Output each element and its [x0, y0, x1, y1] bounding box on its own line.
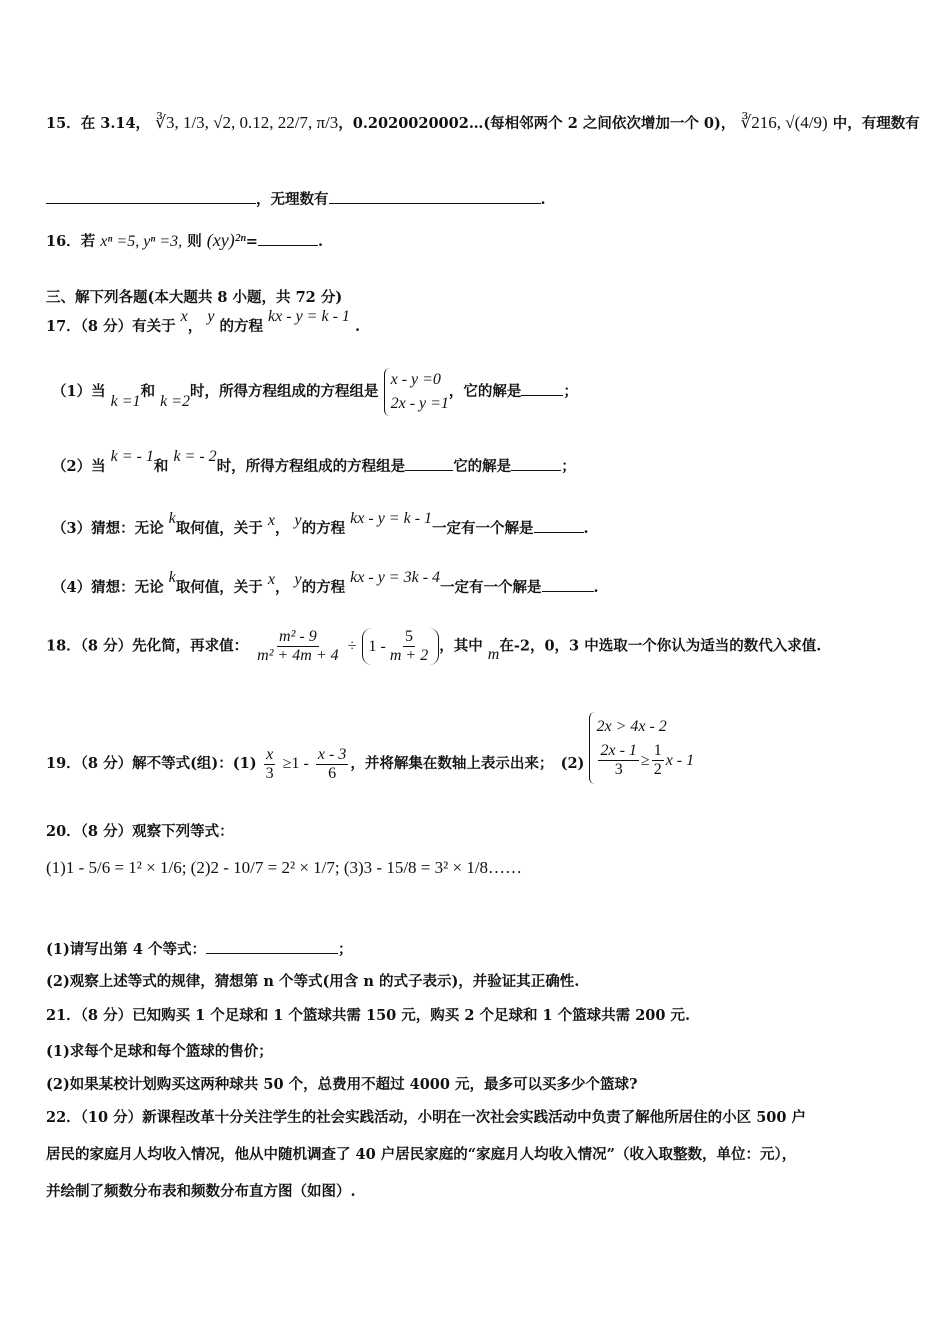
question-18: 18．（8 分）先化简，再求值： $\frac{\text{m² - 9}}{\text{m² + 4m + 4}}$ ÷ 1 - $\frac{5}{m + 2}$ ，其中 m在-2，0，3 中选取一个你认为适当的数代入求值. — [46, 628, 822, 664]
section-heading: 三、解下列各题(本大题共 8 小题，共 72 分) — [46, 289, 343, 306]
answer-blank-q16[interactable] — [258, 245, 318, 246]
inequality-system: 2x > 4x - 2 $\frac{2x - 1}{3}$ ≥ $\frac{1}{2}$ x - 1 — [589, 712, 694, 784]
answer-blank-17-4[interactable] — [542, 591, 594, 592]
question-20-part-2: (2)观察上述等式的规律，猜想第 n 个等式(用含 n 的式子表示)，并验证其正确性. — [46, 973, 580, 990]
answer-blank-20-1[interactable] — [206, 953, 338, 954]
q15-math-roots: ∛216, √(4/9) — [740, 113, 828, 132]
parenthesis-group: 1 - $\frac{5}{m + 2}$ — [362, 628, 440, 665]
question-21-part-1: (1)求每个足球和每个篮球的售价； — [46, 1043, 273, 1060]
fraction: $\frac{x}{3}$ — [265, 745, 274, 782]
question-20-equations: (1)1 - 5/6 = 1² × 1/6; (2)2 - 10/7 = 2² × 1/7; (3)3 - 15/8 = 3² × 1/8…… — [46, 858, 523, 877]
fraction: $\frac{x - 3}{6}$ — [317, 745, 347, 782]
question-17: 17．（8 分）有关于 x， y 的方程 kx - y = k - 1 . — [46, 308, 361, 335]
question-15-blanks: ，无理数有 . — [46, 188, 546, 209]
answer-blank-rational[interactable] — [46, 203, 256, 204]
q15-math-list: ∛3, 1/3, √2, 0.12, 22/7, π/3 — [155, 113, 339, 132]
question-17-part-4: （4）猜想：无论 k取何值，关于 x， y的方程 kx - y = 3k - 4一定有一个解是 . — [52, 569, 599, 596]
answer-blank-17-1[interactable] — [521, 395, 563, 396]
question-17-part-1: （1）当 k =1和 k =2时，所得方程组成的方程组是 x - y =0 2x - y =1 ，它的解是 ； — [52, 368, 578, 416]
answer-blank-17-3[interactable] — [534, 532, 584, 533]
question-22-line-1: 22．（10 分）新课程改革十分关注学生的社会实践活动，小明在一次社会实践活动中负责了解他所居住的小区 500 户 — [46, 1109, 807, 1126]
answer-blank-17-2b[interactable] — [511, 470, 561, 471]
fraction: $\frac{\text{m² - 9}}{\text{m² + 4m + 4}}$ — [257, 628, 339, 664]
question-20-part-1: (1)请写出第 4 个等式： ； — [46, 941, 353, 958]
fraction: $\frac{2x - 1}{3}$ — [600, 742, 637, 778]
question-17-part-2: （2）当 k = - 1和 k = - 2时，所得方程组成的方程组是 它的解是 ； — [52, 448, 576, 475]
question-20: 20．（8 分）观察下列等式： — [46, 823, 234, 840]
question-17-part-3: （3）猜想：无论 k取何值，关于 x， y的方程 kx - y = k - 1一定有一个解是 . — [52, 510, 589, 537]
question-22-line-2: 居民的家庭月人均收入情况，他从中随机调查了 40 户居民家庭的“家庭月人均收入情况”（收入取整数，单位：元）， — [46, 1146, 797, 1163]
question-21-part-2: (2)如果某校计划购买这两种球共 50 个，总费用不超过 4000 元，最多可以买多少个篮球? — [46, 1076, 638, 1093]
question-21: 21．（8 分）已知购买 1 个足球和 1 个篮球共需 150 元，购买 2 个足球和 1 个篮球共需 200 元. — [46, 1007, 691, 1024]
fraction: $\frac{1}{2}$ — [653, 742, 662, 778]
equation-system: x - y =0 2x - y =1 — [384, 368, 449, 416]
answer-blank-17-2a[interactable] — [405, 470, 453, 471]
question-15: 15．在 3.14， ∛3, 1/3, √2, 0.12, 22/7, π/3，0.2020020002…(每相邻两个 2 之间依次增加一个 0)， ∛216, √(4/9) 中，有理数有 — [46, 113, 920, 132]
fraction: $\frac{5}{m + 2}$ — [389, 628, 429, 664]
question-19: 19．（8 分）解不等式(组)：(1) $\frac{x}{3}$ ≥1 - $\frac{x - 3}{6}$ ，并将解集在数轴上表示出来； (2) 2x > 4x - 2 $\frac{2x - 1}{3}$ ≥ $\frac{1}{2}$ x - 1 — [46, 712, 694, 784]
answer-blank-irrational[interactable] — [329, 203, 541, 204]
question-22-line-3: 并绘制了频数分布表和频数分布直方图（如图）. — [46, 1183, 356, 1200]
question-16: 16．若 xⁿ =5, yⁿ =3, 则 (xy)²ⁿ= . — [46, 230, 324, 250]
